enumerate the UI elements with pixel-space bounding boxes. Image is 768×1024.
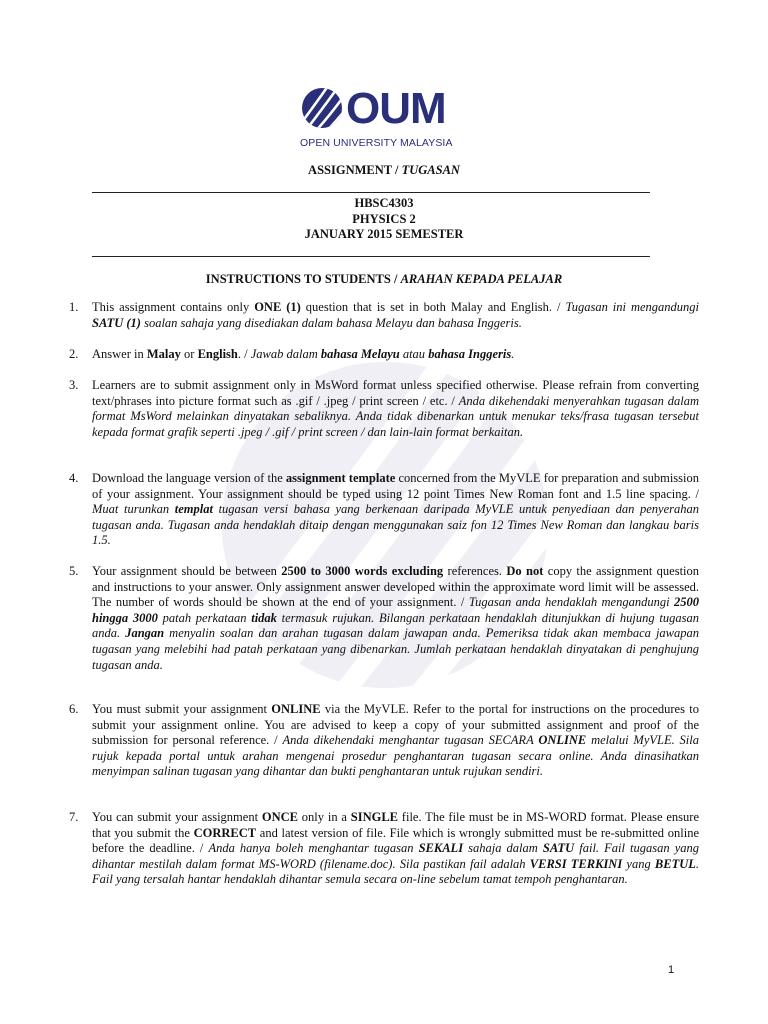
logo-wordmark: OUM [346, 84, 446, 133]
instruction-text-segment: question that is set in both Malay and English. / [300, 300, 566, 314]
instruction-text-segment: patah perkataan [157, 610, 252, 625]
assignment-title-sep: / [391, 163, 402, 177]
instruction-text-segment: Your assignment should be between [92, 564, 282, 578]
instruction-text-segment: Muat turunkan [92, 502, 175, 517]
instruction-text-segment: VERSI TERKINI [529, 856, 623, 871]
instruction-number: 7. [69, 810, 79, 824]
instruction-text-segment: menyalin soalan dan arahan tugasan dalam jawapan anda. Pemeriksa tidak akan membaca jawapan tugasan yang melebihi had patah perkataan yang dibenarkan. Jumlah perkataan hendaklah dinyatakan di penghujung tugasan anda. [92, 626, 700, 672]
instruction-text-segment: SATU [542, 841, 575, 856]
instruction-text-segment: tidak [251, 610, 277, 625]
instruction-text-segment: tugasan versi bahasa yang berkenaan daripada MyVLE untuk penyediaan dan penyerahan tugasan anda. Tugasan anda hendaklah ditaip dengan menggunakan saiz fon 12 Times New Roman dan langkau baris 1.5. [92, 502, 699, 548]
instruction-number: 2. [69, 347, 79, 361]
instruction-text-segment: 2500 hingga 3000 [92, 595, 700, 625]
instruction-text-segment: Tugasan ini mengandungi [565, 300, 699, 314]
instruction-text-segment: sahaja dalam [463, 841, 543, 856]
instruction-text-segment: file. The file must be in MS-WORD format. Please ensure that you submit the [92, 810, 700, 840]
instruction-text-segment: ONCE [261, 810, 298, 824]
instruction-text-segment: Download the language version of the [92, 471, 286, 485]
instruction-text-segment: Jawab dalam [250, 347, 321, 361]
instructions-heading-sep: / [390, 272, 401, 286]
instructions-heading [0, 272, 768, 287]
instruction-text-segment: concerned from the MyVLE for preparation and submission of your assignment. Your assignment should be typed using 12 point Times New Roman font and 1.5 line spacing. / [92, 471, 699, 501]
instruction-text-segment: Malay [146, 347, 181, 361]
instruction-text-segment: ONLINE [271, 702, 321, 716]
instruction-number: 3. [69, 378, 79, 392]
course-code: HBSC4303 [354, 196, 414, 210]
instruction-text-segment: You must submit your assignment [92, 702, 272, 716]
instruction-text-segment: English [197, 347, 238, 361]
instruction-text-segment: Jangan [125, 626, 165, 641]
instruction-text-segment: Anda dikehendaki menyerahkan tugasan dalam format MsWord melainkan dinyatakan sebaliknya. Anda tidak dibenarkan untuk menukar teks/frasa tugasan tersebut kepada format grafik seperti .jpeg / .gif / print screen / dan lain-lain format berkaitan. [92, 393, 699, 439]
instruction-text-segment: bahasa Melayu [320, 347, 400, 361]
instruction-text-segment: atau [399, 347, 429, 361]
instruction-text-segment: Anda dikehendaki menghantar tugasan SECARA [282, 733, 539, 748]
instruction-text-segment: via the MyVLE. Refer to the portal for instructions on the procedures to submit your assignment online. You are advised to keep a copy of your submitted assignment and proof of the submission for personal reference. / [92, 702, 699, 748]
bottom-divider [92, 256, 650, 257]
instructions-heading-en: INSTRUCTIONS TO STUDENTS [205, 272, 391, 286]
assignment-title-my: TUGASAN [401, 163, 460, 177]
instruction-text-segment: fail. Fail tugasan yang dihantar mestilah dalam format MS-WORD (filename.doc). Sila pastikan fail adalah [92, 841, 700, 871]
instruction-text-segment: ONLINE [538, 733, 587, 748]
instruction-text-segment: termasuk rujukan. Bilangan perkataan hendaklah ditunjukkan di hujung tugasan anda. [92, 610, 699, 641]
instruction-text-segment: This assignment contains only [92, 300, 255, 314]
instruction-text-segment: templat [174, 502, 213, 517]
instruction-text-segment: Answer in [92, 347, 147, 361]
instruction-text-segment: assignment template [285, 471, 396, 485]
instruction-text-segment: or [180, 347, 198, 361]
instruction-text-segment: copy the assignment question and instructions to your answer. Only assignment answer developed within the approximate word limit will be assessed. The number of words should be shown at the end of your assignment. / [92, 564, 700, 610]
instruction-text-segment: You can submit your assignment [92, 810, 262, 824]
instruction-text-segment: . / [237, 347, 251, 361]
assignment-title-en: ASSIGNMENT [308, 163, 392, 177]
instruction-text-segment: . [511, 347, 515, 361]
instruction-text [92, 810, 699, 888]
instruction-text-segment: yang [622, 856, 655, 871]
instruction-text-segment: . Fail yang tersalah hantar hendaklah dihantar semula secara on-line sebelum tamat tempoh penghantaran. [92, 856, 700, 887]
instruction-text-segment: melalui MyVLE. Sila rujuk kepada portal untuk arahan mengenai prosedur penghantaran tugasan secara online. Anda dinasihatkan menyimpan salinan tugasan yang dihantar dan bukti penghantaran untuk rujukan sendiri. [92, 733, 700, 779]
course-info [0, 196, 768, 243]
instruction-text-segment: bahasa Inggeris [428, 347, 512, 361]
top-divider [92, 192, 650, 193]
instruction-text-segment: Learners are to submit assignment only in MsWord format unless specified otherwise. Please refrain from converting text/phrases into picture format such as .gif / .jpeg / print screen / etc. / [92, 378, 699, 408]
instruction-text-segment: soalan sahaja yang disediakan dalam bahasa Melayu dan bahasa Inggeris. [140, 315, 522, 330]
instruction-number: 4. [69, 471, 79, 485]
instruction-text [92, 702, 699, 780]
instruction-text-segment: Do not [506, 564, 544, 578]
instruction-text-segment: SINGLE [350, 810, 398, 824]
instruction-text-segment: only in a [298, 810, 351, 824]
instruction-text [92, 471, 699, 549]
instruction-text-segment: SEKALI [418, 841, 464, 856]
university-name: OPEN UNIVERSITY MALAYSIA [300, 137, 453, 149]
assignment-title [0, 163, 768, 178]
instruction-text [92, 300, 699, 331]
instruction-text [92, 564, 699, 673]
instruction-text-segment: ONE (1) [254, 300, 301, 314]
instruction-text-segment: and latest version of file. File which is wrongly submitted must be re-submitted online before the deadline. / [92, 825, 699, 856]
course-name: PHYSICS 2 [352, 211, 416, 226]
instruction-number: 1. [69, 300, 79, 314]
instruction-text-segment: 2500 to 3000 words excluding [281, 564, 444, 578]
instruction-text-segment: references. [443, 564, 507, 578]
course-semester: JANUARY 2015 SEMESTER [304, 227, 464, 241]
instruction-text-segment: CORRECT [193, 825, 257, 840]
instructions-heading-my: ARAHAN KEPADA PELAJAR [400, 272, 563, 286]
instruction-text [92, 378, 699, 440]
instruction-text-segment: SATU (1) [92, 315, 141, 330]
instruction-text-segment: Anda hanya boleh menghantar tugasan [208, 841, 419, 856]
instruction-number: 6. [69, 702, 79, 716]
instruction-text-segment: Tugasan anda hendaklah mengandungi [468, 595, 675, 610]
instruction-text [92, 347, 699, 363]
page-number: 1 [668, 964, 675, 976]
instruction-number: 5. [69, 564, 79, 578]
instruction-text-segment: BETUL [654, 856, 696, 871]
